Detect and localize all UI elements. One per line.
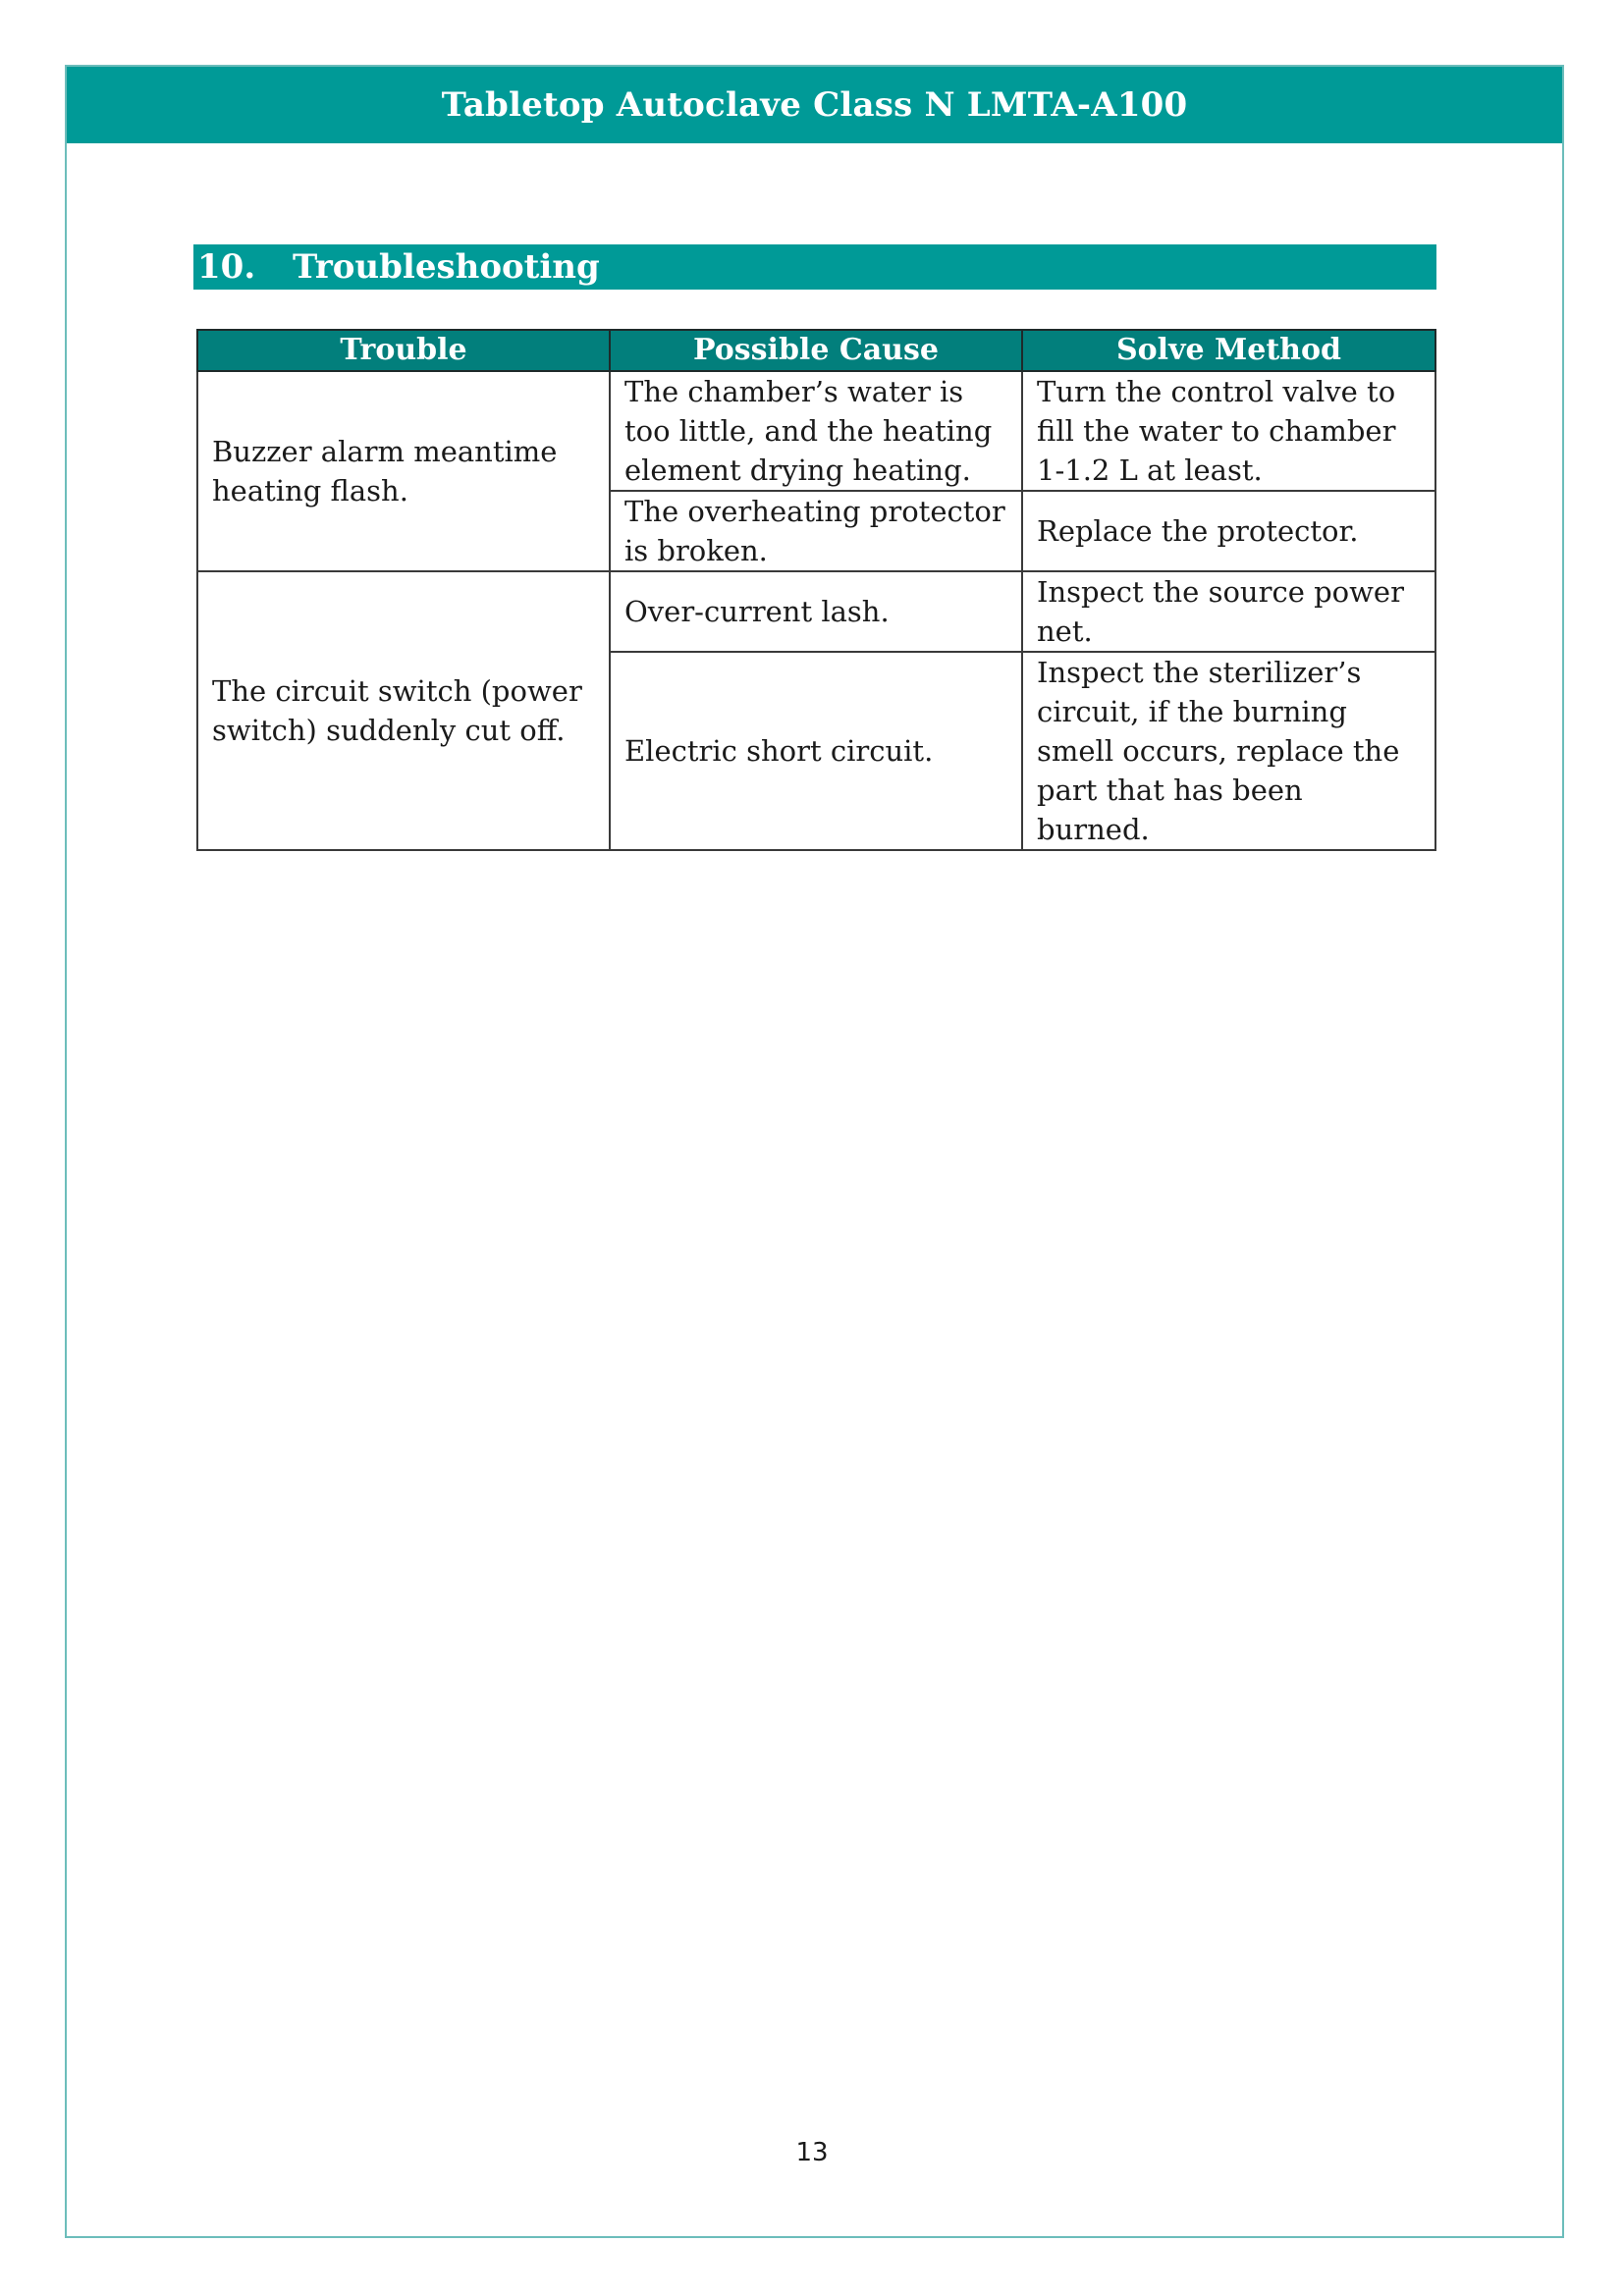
column-header-trouble: Trouble <box>197 330 610 371</box>
column-header-solve-method: Solve Method <box>1022 330 1435 371</box>
table-row <box>197 371 1435 491</box>
section-number: 10. <box>197 247 256 287</box>
troubleshooting-table <box>196 329 1436 851</box>
cause-cell: Over-current lash. <box>610 571 1022 652</box>
section-heading <box>193 244 1436 290</box>
cause-cell: The overheating protector is broken. <box>610 491 1022 571</box>
cause-cell: Electric short circuit. <box>610 652 1022 850</box>
page-number: 13 <box>795 2138 829 2167</box>
solve-cell: Replace the protector. <box>1022 491 1435 571</box>
solve-cell: Turn the control valve to fill the water to chamber 1-1.2 L at least. <box>1022 371 1435 491</box>
cause-cell: The chamber’s water is too little, and the heating element drying heating. <box>610 371 1022 491</box>
solve-cell: Inspect the source power net. <box>1022 571 1435 652</box>
document-header <box>67 67 1562 143</box>
document-title: Tabletop Autoclave Class N LMTA-A100 <box>441 85 1188 125</box>
trouble-cell: The circuit switch (power switch) suddenly cut off. <box>197 571 610 850</box>
column-header-possible-cause: Possible Cause <box>610 330 1022 371</box>
solve-cell: Inspect the sterilizer’s circuit, if the burning smell occurs, replace the part that has been burned. <box>1022 652 1435 850</box>
section-title: Troubleshooting <box>293 247 600 287</box>
trouble-cell: Buzzer alarm meantime heating flash. <box>197 371 610 571</box>
table-row <box>197 571 1435 652</box>
table-header-row <box>197 330 1435 371</box>
